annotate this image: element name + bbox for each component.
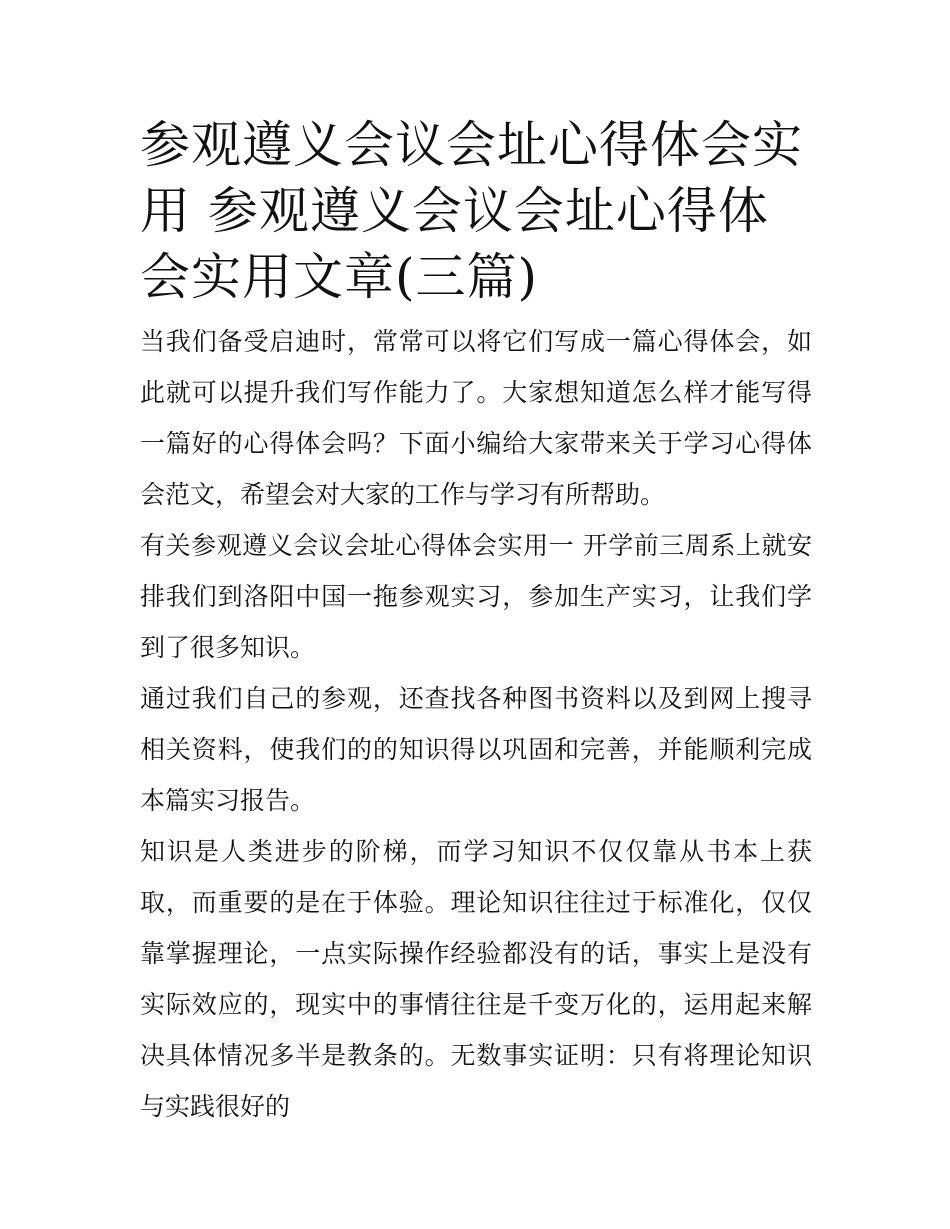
paragraph-knowledge: 知识是人类进步的阶梯，而学习知识不仅仅靠从书本上获取，而重要的是在于体验。理论知识往往过于标准化，仅仅靠掌握理论，一点实际操作经验都没有的话，事实上是没有实际效应的，现实中的事情往往是千变万化的，运用起来解决具体情况多半是教条的。无数事实证明：只有将理论知识与实践很好的 — [140, 837, 812, 1121]
document-title: 参观遵义会议会址心得体会实用 参观遵义会议会址心得体会实用文章(三篇) — [140, 116, 803, 306]
document-content — [140, 112, 812, 1132]
paragraph-intro: 当我们备受启迪时，常常可以将它们写成一篇心得体会，如此就可以提升我们写作能力了。大家想知道怎么样才能写得一篇好的心得体会吗？下面小编给大家带来关于学习心得体会范文，希望会对大家的工作与学习有所帮助。 — [140, 327, 812, 509]
paragraph-visit-arrangement: 有关参观遵义会议会址心得体会实用一 开学前三周系上就安排我们到洛阳中国一拖参观实习，参加生产实习，让我们学到了很多知识。 — [140, 531, 812, 662]
paragraph-research: 通过我们自己的参观，还查找各种图书资料以及到网上搜寻相关资料，使我们的的知识得以巩固和完善，并能顺利完成本篇实习报告。 — [140, 684, 812, 815]
